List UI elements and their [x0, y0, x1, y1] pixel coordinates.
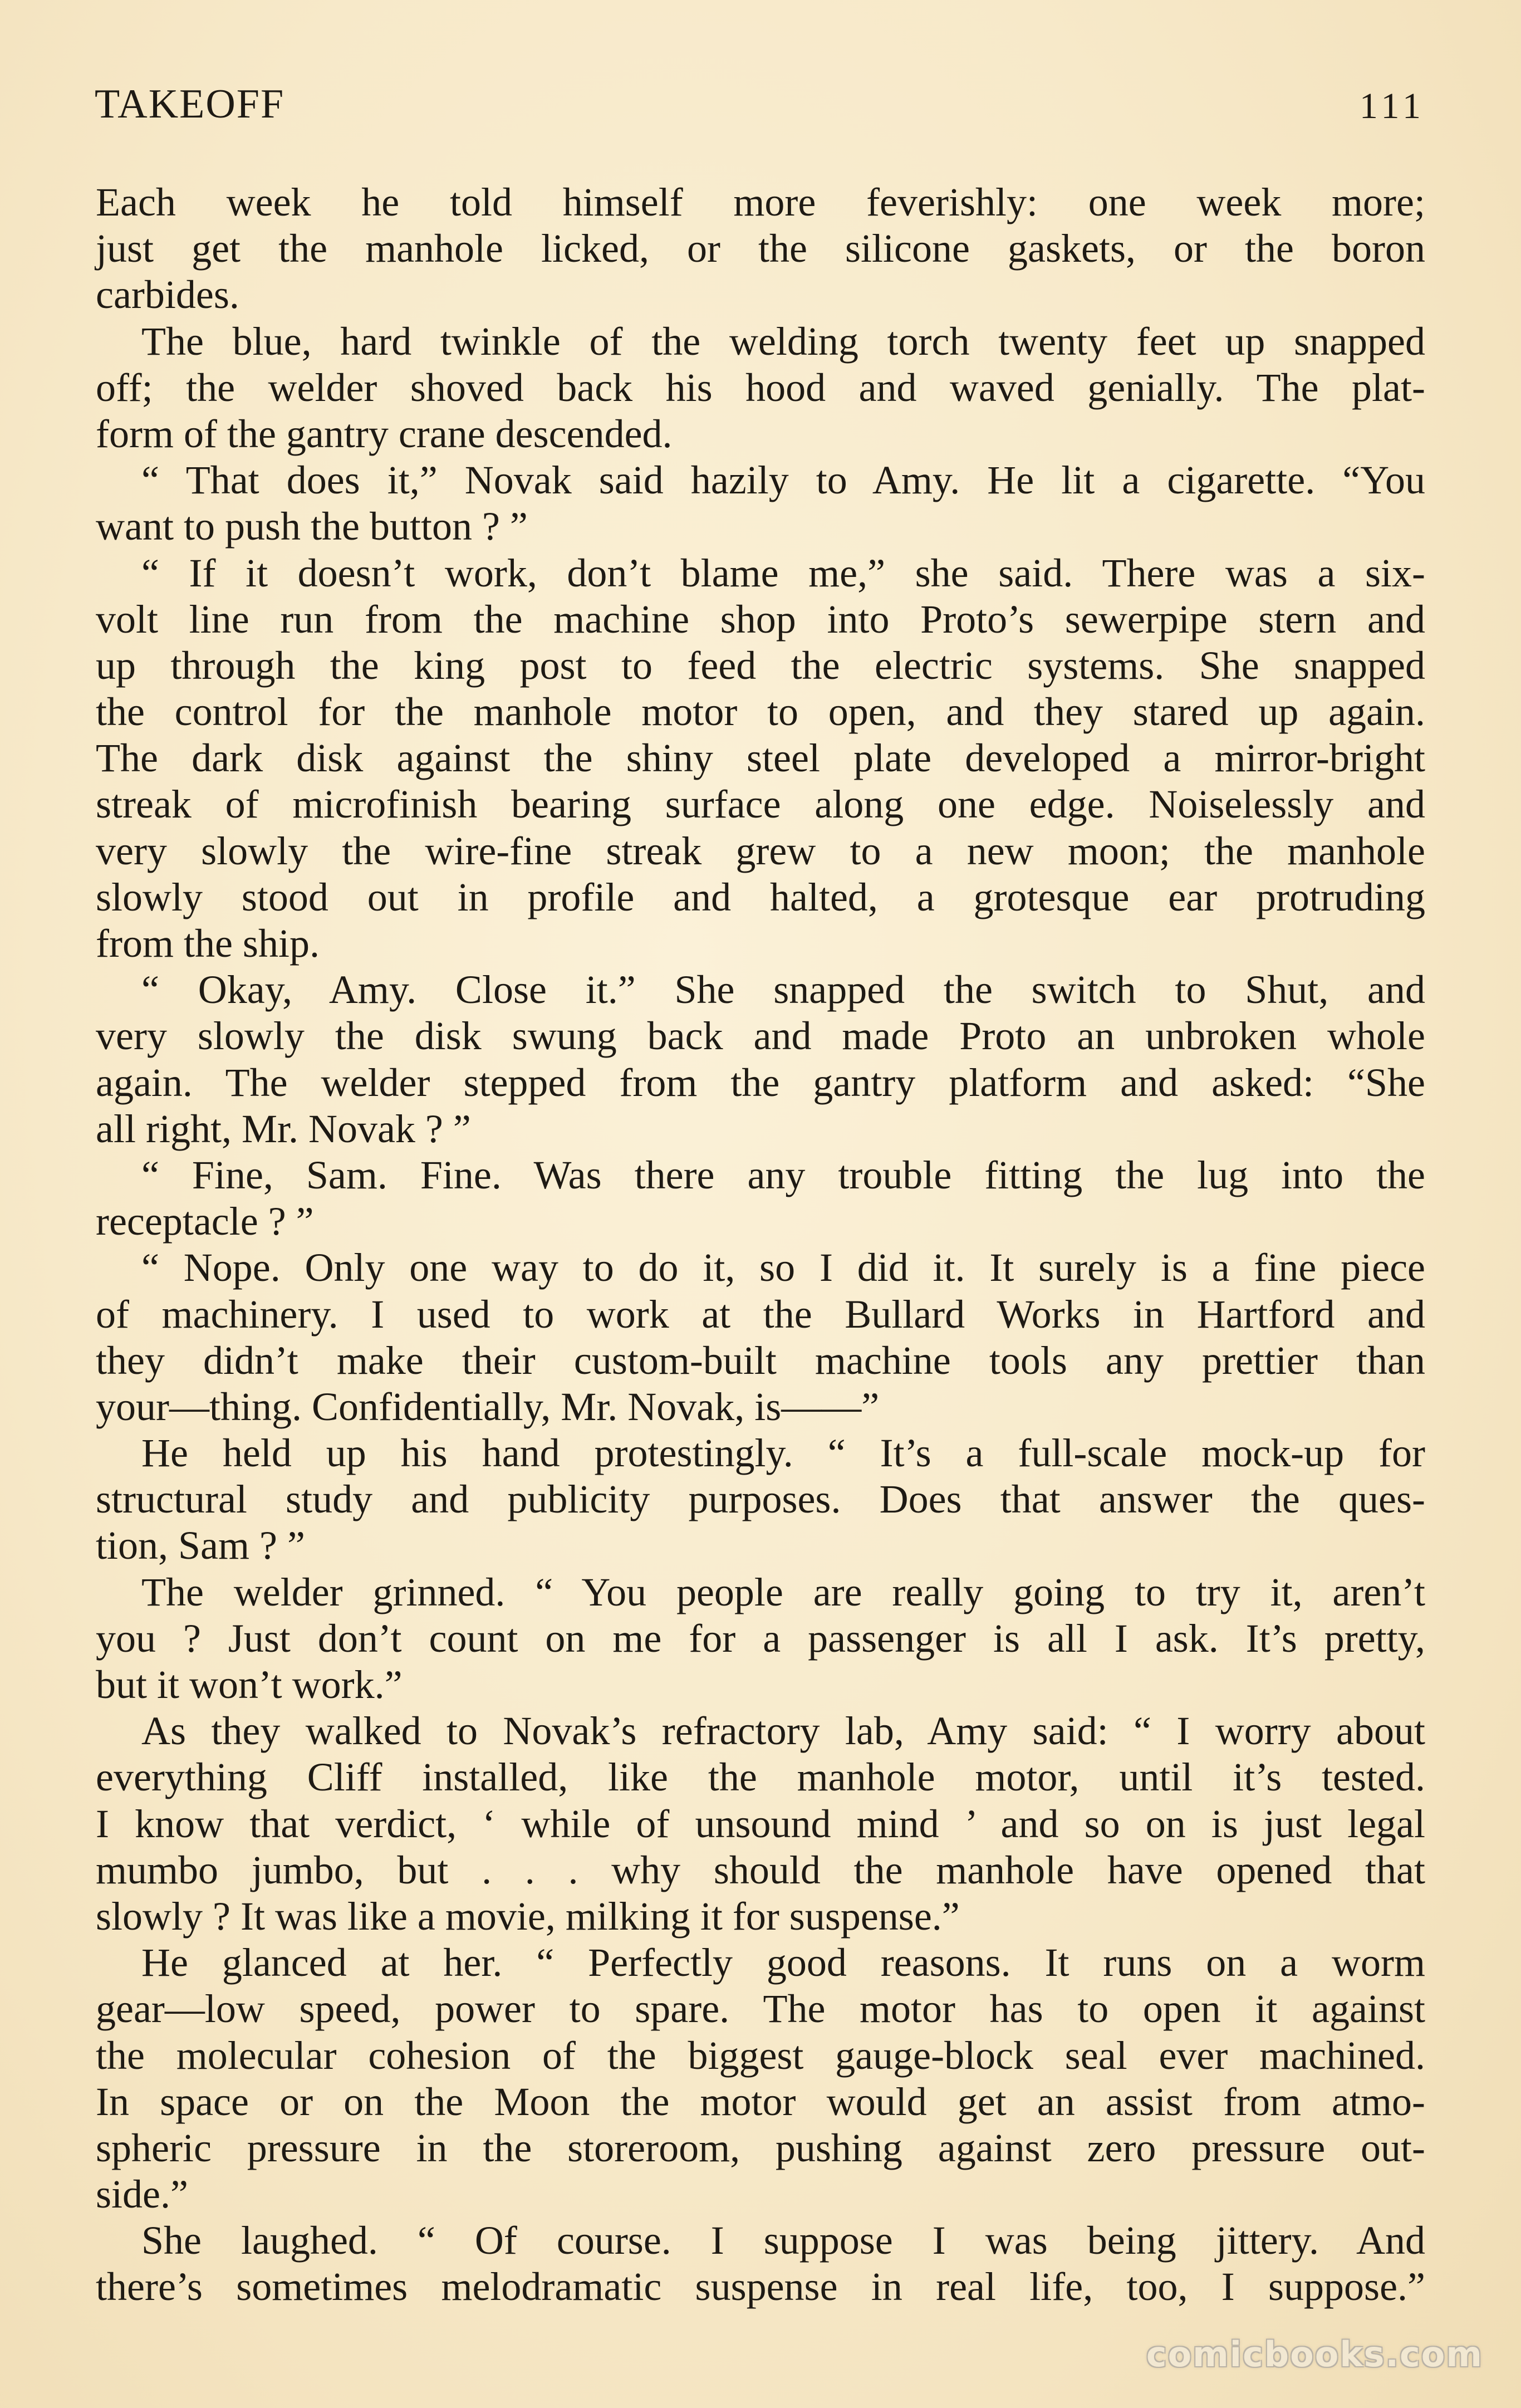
text-line: again. The welder stepped from the gantry platform and asked: “She — [96, 1060, 1425, 1105]
text-line: “ If it doesn’t work, don’t blame me,” she said. There was a six- — [141, 550, 1425, 595]
text-line: Each week he told himself more feverishly: one week more; — [96, 180, 1425, 224]
text-line: “ That does it,” Novak said hazily to Amy. He lit a cigarette. “You — [141, 458, 1425, 503]
text-line: The blue, hard twinkle of the welding torch twenty feet up snapped — [141, 319, 1425, 364]
text-line: they didn’t make their custom-built machine tools any prettier than — [96, 1338, 1425, 1383]
text-line: you ? Just don’t count on me for a passenger is all I ask. It’s pretty, — [96, 1616, 1425, 1661]
text-line: want to push the button ? ” — [96, 504, 528, 549]
text-line: the control for the manhole motor to open, and they stared up again. — [96, 689, 1425, 735]
text-line: The dark disk against the shiny steel plate developed a mirror-bright — [96, 736, 1425, 781]
watermark-logo: comicbooks.com — [1146, 2334, 1483, 2375]
text-line: up through the king post to feed the electric systems. She snapped — [96, 643, 1425, 688]
text-line: receptacle ? ” — [96, 1199, 314, 1244]
text-line: just get the manhole licked, or the silicone gaskets, or the boron — [96, 226, 1425, 271]
text-line: very slowly the wire-fine streak grew to a new moon; the manhole — [96, 828, 1425, 873]
text-line: the molecular cohesion of the biggest gauge-block seal ever machined. — [96, 2033, 1425, 2078]
text-line: spheric pressure in the storeroom, pushing against zero pressure out- — [96, 2125, 1425, 2170]
text-line: your—thing. Confidentially, Mr. Novak, is——” — [96, 1384, 880, 1429]
text-line: from the ship. — [96, 921, 320, 966]
text-line: “ Okay, Amy. Close it.” She snapped the switch to Shut, and — [141, 967, 1425, 1012]
text-line: He glanced at her. “ Perfectly good reasons. It runs on a worm — [141, 1940, 1425, 1985]
text-line: tion, Sam ? ” — [96, 1523, 305, 1568]
text-line: “ Fine, Sam. Fine. Was there any trouble fitting the lug into the — [141, 1152, 1425, 1197]
text-line: gear—low speed, power to spare. The motor has to open it against — [96, 1986, 1425, 2032]
text-line: everything Cliff installed, like the manhole motor, until it’s tested. — [96, 1755, 1425, 1800]
body-text — [96, 179, 1425, 2311]
text-line: In space or on the Moon the motor would get an assist from atmo- — [96, 2079, 1425, 2124]
text-line: volt line run from the machine shop into Proto’s sewerpipe stern and — [96, 596, 1425, 642]
text-line: slowly stood out in profile and halted, a grotesque ear protruding — [96, 874, 1425, 919]
running-head-title: TAKEOFF — [95, 81, 285, 127]
text-line: very slowly the disk swung back and made Proto an unbroken whole — [96, 1014, 1425, 1059]
text-line: side.” — [96, 2172, 188, 2217]
text-line: The welder grinned. “ You people are really going to try it, aren’t — [141, 1569, 1425, 1614]
text-line: As they walked to Novak’s refractory lab, Amy said: “ I worry about — [141, 1709, 1425, 1754]
text-line: carbides. — [96, 272, 239, 317]
text-line: form of the gantry crane descended. — [96, 411, 673, 456]
page-number: 111 — [1359, 86, 1425, 126]
text-line: of machinery. I used to work at the Bullard Works in Hartford and — [96, 1291, 1425, 1337]
text-line: off; the welder shoved back his hood and waved genially. The plat- — [96, 365, 1425, 410]
text-line: mumbo jumbo, but . . . why should the manhole have opened that — [96, 1847, 1425, 1892]
text-line: She laughed. “ Of course. I suppose I was being jittery. And — [141, 2218, 1425, 2263]
text-line: I know that verdict, ‘ while of unsound mind ’ and so on is just legal — [96, 1801, 1425, 1846]
text-line: slowly ? It was like a movie, milking it for suspense.” — [96, 1893, 960, 1939]
text-line: streak of microfinish bearing surface along one edge. Noiselessly and — [96, 782, 1425, 827]
text-line: there’s sometimes melodramatic suspense in real life, too, I suppose.” — [96, 2264, 1425, 2309]
text-line: “ Nope. Only one way to do it, so I did it. It surely is a fine piece — [141, 1245, 1425, 1290]
text-line: He held up his hand protestingly. “ It’s a full-scale mock-up for — [141, 1431, 1425, 1476]
text-line: all right, Mr. Novak ? ” — [96, 1106, 471, 1151]
text-line: but it won’t work.” — [96, 1662, 403, 1707]
text-line: structural study and publicity purposes. Does that answer the ques- — [96, 1477, 1425, 1522]
